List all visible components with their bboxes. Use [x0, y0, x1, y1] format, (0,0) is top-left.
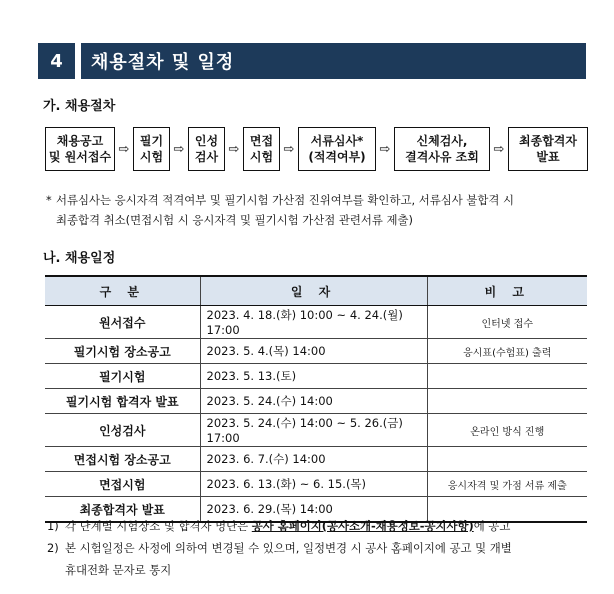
footnote-text: 휴대전화 문자로 통지: [65, 563, 172, 577]
remark-cell: [427, 389, 587, 414]
schedule-table: [45, 275, 587, 523]
table-row: [45, 339, 587, 364]
remark-cell: [427, 364, 587, 389]
flow-step: 인성 검사: [188, 127, 225, 171]
stage-cell: 인성검사: [45, 414, 200, 447]
date-cell: 2023. 6. 29.(목) 14:00: [200, 497, 427, 523]
date-cell: 2023. 4. 18.(화) 10:00 ~ 4. 24.(월) 17:00: [200, 306, 427, 339]
procedure-flow: [45, 125, 590, 173]
arrow-icon: ⇨: [379, 141, 391, 157]
table-row: [45, 472, 587, 497]
arrow-icon: ⇨: [118, 141, 130, 157]
date-cell: 2023. 6. 13.(화) ~ 6. 15.(목): [200, 472, 427, 497]
schedule-heading: 나. 채용일정: [43, 251, 116, 266]
remark-cell: 응시표(수험표) 출력: [427, 339, 587, 364]
footnote-number: 1): [47, 519, 59, 533]
footnote-2: [47, 537, 592, 559]
date-cell: 2023. 5. 4.(목) 14:00: [200, 339, 427, 364]
section-title: 채용절차 및 일정: [81, 43, 586, 79]
date-cell: 2023. 5. 13.(토): [200, 364, 427, 389]
footnote-2-cont: [47, 559, 592, 581]
homepage-reference: 공사 홈페이지(공사소개-채용정보-공지사항): [251, 519, 474, 533]
remark-cell: [427, 447, 587, 472]
note-marker: *: [46, 193, 52, 207]
note-line: 서류심사는 응시자격 적격여부 및 필기시험 가산점 진위여부를 확인하고, 서류심사 불합격 시: [56, 193, 514, 207]
footnote-text-post: 에 공고: [473, 519, 511, 533]
footnote-number: 2): [47, 541, 59, 555]
stage-cell: 필기시험 장소공고: [45, 339, 200, 364]
table-row: [45, 306, 587, 339]
table-row: [45, 364, 587, 389]
flow-step: 필기 시험: [133, 127, 170, 171]
procedure-note: [46, 190, 590, 230]
footnote-1: [47, 515, 592, 537]
flow-step: 최종합격자 발표: [508, 127, 588, 171]
flow-step: 면접 시험: [243, 127, 280, 171]
footnote-text: 본 시험일정은 사정에 의하여 변경될 수 있으며, 일정변경 시 공사 홈페이지에 공고 및 개별: [65, 541, 512, 555]
stage-cell: 면접시험: [45, 472, 200, 497]
column-header: 구 분: [45, 276, 200, 306]
stage-cell: 필기시험 합격자 발표: [45, 389, 200, 414]
section-header: [38, 43, 586, 79]
date-cell: 2023. 5. 24.(수) 14:00: [200, 389, 427, 414]
remark-cell: 인터넷 접수: [427, 306, 587, 339]
table-header-row: [45, 276, 587, 306]
column-header: 비 고: [427, 276, 587, 306]
remark-cell: 응시자격 및 가점 서류 제출: [427, 472, 587, 497]
stage-cell: 면접시험 장소공고: [45, 447, 200, 472]
footnote-text: [65, 515, 510, 537]
table-row: [45, 414, 587, 447]
arrow-icon: ⇨: [173, 141, 185, 157]
stage-cell: 원서접수: [45, 306, 200, 339]
flow-step: 신체검사, 결격사유 조회: [394, 127, 490, 171]
arrow-icon: ⇨: [228, 141, 240, 157]
section-number: 4: [38, 43, 75, 79]
date-cell: 2023. 5. 24.(수) 14:00 ~ 5. 26.(금) 17:00: [200, 414, 427, 447]
table-row: [45, 447, 587, 472]
arrow-icon: ⇨: [493, 141, 505, 157]
footnotes: [47, 515, 592, 581]
date-cell: 2023. 6. 7.(수) 14:00: [200, 447, 427, 472]
table-row: [45, 389, 587, 414]
footnote-text-pre: 각 단계별 시험장소 및 합격자 명단은: [65, 519, 252, 533]
note-line: 최종합격 취소(면접시험 시 응시자격 및 필기시험 가산점 관련서류 제출): [56, 213, 413, 227]
stage-cell: 필기시험: [45, 364, 200, 389]
arrow-icon: ⇨: [283, 141, 295, 157]
column-header: 일 자: [200, 276, 427, 306]
flow-step: 서류심사* (적격여부): [298, 127, 376, 171]
stage-cell: 최종합격자 발표: [45, 497, 200, 523]
flow-step: 채용공고 및 원서접수: [45, 127, 115, 171]
remark-cell: 온라인 방식 진행: [427, 414, 587, 447]
procedure-heading: 가. 채용절차: [43, 99, 116, 114]
